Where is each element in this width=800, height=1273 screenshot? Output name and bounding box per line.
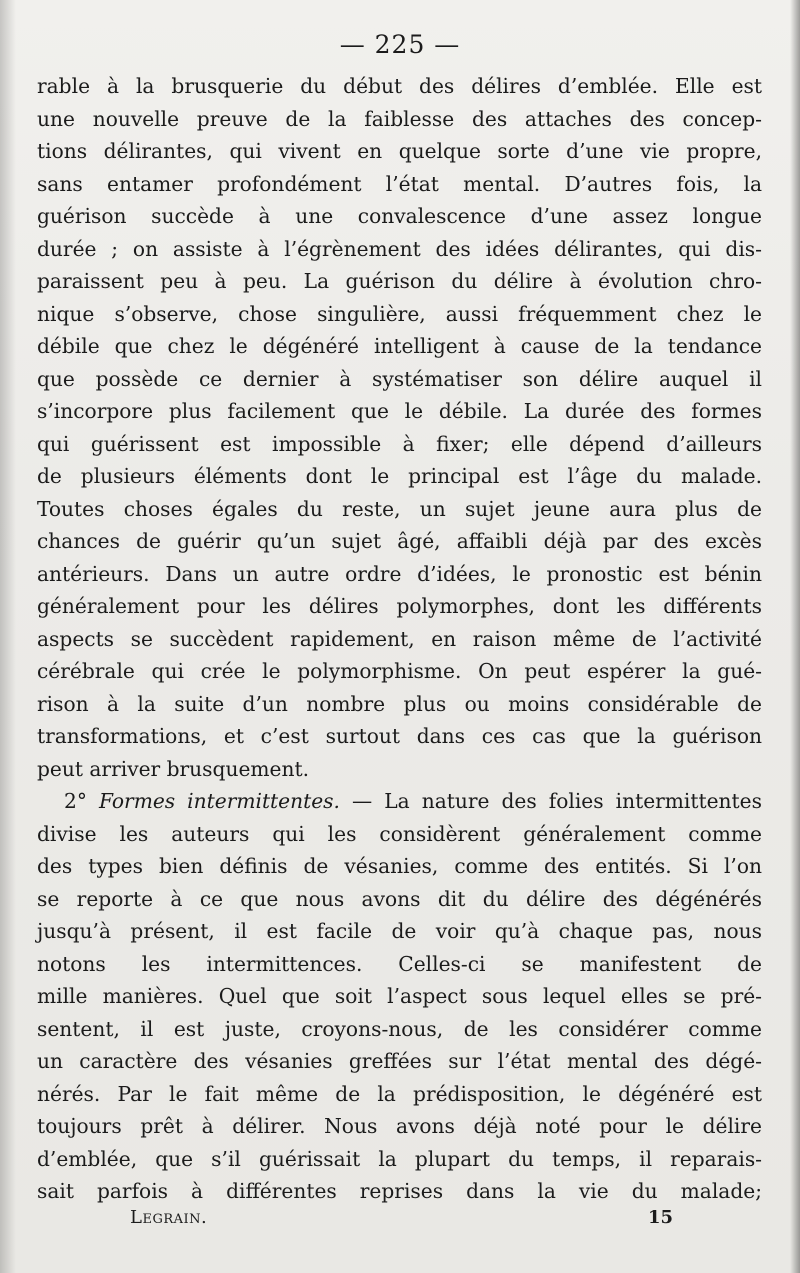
page-number: — 225 — [339, 30, 461, 59]
text-line: des types bien définis de vésanies, comme des entités. Si l’on [37, 854, 762, 878]
text-line: durée ; on assiste à l’égrènement des idées délirantes, qui dis- [37, 236, 762, 261]
text-line: mille manières. Quel que soit l’aspect sous lequel elles se pré- [37, 984, 762, 1008]
footer-signature-mark: 15 [648, 1207, 674, 1228]
text-line: nérés. Par le fait même de la prédisposition, le dégénéré est [37, 1081, 762, 1106]
text-line: nique s’observe, chose singulière, aussi fréquemment chez le [37, 301, 762, 326]
text-line: Toutes choses égales du reste, un sujet jeune aura plus de [37, 496, 762, 521]
text-line: généralement pour les délires polymorphes, dont les différents [37, 594, 762, 618]
section-text: — La nature des folies intermittentes [339, 789, 762, 813]
text-line: rable à la brusquerie du début des délires d’emblée. Elle est [37, 74, 762, 98]
paragraph-2 [37, 785, 762, 1208]
text-line: sait parfois à différentes reprises dans la vie du malade; [37, 1179, 762, 1203]
text-line: d’emblée, que s’il guérissait la plupart du temps, il reparais- [37, 1146, 762, 1171]
text-line: cérébrale qui crée le polymorphisme. On peut espérer la gué- [37, 659, 762, 683]
footer-author: Legrain. [130, 1207, 208, 1228]
section-heading-line [37, 785, 762, 818]
text-line: sans entamer profondément l’état mental. D’autres fois, la [37, 171, 762, 196]
text-line: notons les intermittences. Celles-ci se manifestent de [37, 951, 762, 976]
text-line: se reporte à ce que nous avons dit du délire des dégénérés [37, 886, 762, 911]
text-line: transformations, et c’est surtout dans ces cas que la guérison [37, 724, 762, 748]
section-title: Formes intermittentes. [98, 789, 340, 813]
text-line: aspects se succèdent rapidement, en raison même de l’activité [37, 626, 762, 651]
text-line: toujours prêt à délirer. Nous avons déjà noté pour le délire [37, 1114, 762, 1138]
text-line: qui guérissent est impossible à fixer; elle dépend d’ailleurs [37, 431, 762, 456]
text-line: s’incorpore plus facilement que le débile. La durée des formes [37, 399, 762, 423]
text-line: une nouvelle preuve de la faiblesse des attaches des concep- [37, 106, 762, 131]
text-line: sentent, il est juste, croyons-nous, de les considérer comme [37, 1016, 762, 1041]
paragraph-1 [37, 70, 762, 785]
text-line: peut arriver brusquement. [37, 756, 310, 781]
page-footer [0, 1207, 800, 1237]
text-line: antérieurs. Dans un autre ordre d’idées, le pronostic est bénin [37, 561, 762, 586]
text-line: débile que chez le dégénéré intelligent à cause de la tendance [37, 334, 762, 358]
text-line: divise les auteurs qui les considèrent généralement comme [37, 821, 762, 846]
section-number: 2° [64, 789, 99, 813]
text-line: paraissent peu à peu. La guérison du délire à évolution chro- [37, 269, 762, 293]
text-line: guérison succède à une convalescence d’une assez longue [37, 204, 762, 228]
text-line: chances de guérir qu’un sujet âgé, affaibli déjà par des excès [37, 529, 762, 553]
text-line: rison à la suite d’un nombre plus ou moins considérable de [37, 691, 762, 716]
text-line: tions délirantes, qui vivent en quelque sorte d’une vie propre, [37, 139, 762, 163]
text-line: que possède ce dernier à systématiser son délire auquel il [37, 366, 762, 391]
text-line: de plusieurs éléments dont le principal est l’âge du malade. [37, 464, 762, 488]
text-line: un caractère des vésanies greffées sur l’état mental des dégé- [37, 1049, 762, 1073]
body-text [37, 70, 762, 1208]
text-line: jusqu’à présent, il est facile de voir qu’à chaque pas, nous [37, 919, 762, 943]
